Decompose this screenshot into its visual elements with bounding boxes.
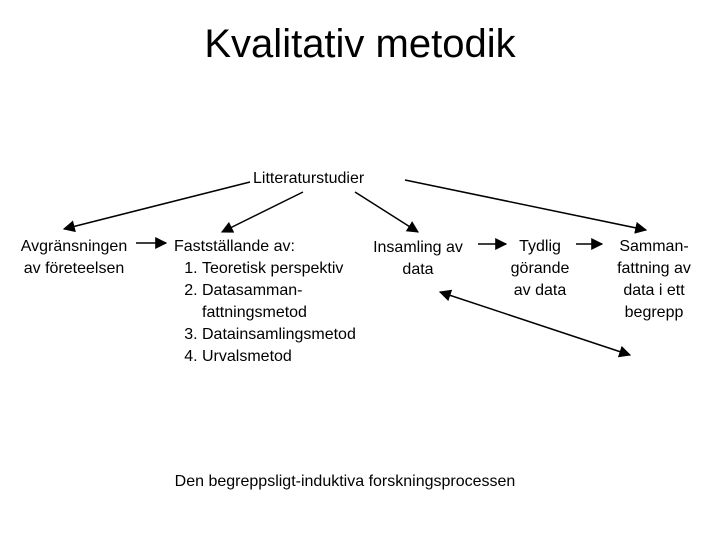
node-line: begrepp [624, 304, 684, 321]
node-heading: Fastställande av: [174, 238, 295, 255]
node-line: Tydlig [519, 238, 561, 255]
method-list [174, 258, 356, 368]
node-sammanfattning [604, 236, 704, 324]
list-item: 1. Teoretisk perspektiv [202, 258, 356, 280]
node-line: av data [513, 282, 567, 299]
node-line: data [402, 261, 434, 278]
node-litteraturstudier: Litteraturstudier [253, 170, 365, 187]
node-faststallande [174, 236, 356, 368]
list-item: 3. Datainsamlingsmetod [202, 324, 356, 346]
arrow-lit-to-faststallande [222, 192, 303, 232]
arrow-lit-to-avgransning [64, 182, 250, 229]
node-insamling [366, 237, 470, 281]
diagram-caption: Den begreppsligt-induktiva forskningsprocessen [174, 473, 516, 490]
node-tydliggorande [500, 236, 580, 302]
node-line: fattning av [617, 260, 691, 277]
node-line: av företeelsen [23, 260, 125, 277]
arrow-lit-to-sammanfattning [405, 180, 646, 230]
node-line: Samman- [619, 238, 689, 255]
node-avgransningen [8, 236, 140, 280]
list-item: 2. Datasamman- fattningsmetod [202, 280, 356, 324]
node-line: Insamling av [373, 239, 463, 256]
node-line: data i ett [623, 282, 685, 299]
arrow-lit-to-insamling [355, 192, 418, 232]
slide-title: Kvalitativ metodik [204, 22, 516, 66]
node-line: görande [510, 260, 570, 277]
list-item: 4. Urvalsmetod [202, 346, 356, 368]
node-line: Avgränsningen [20, 238, 128, 255]
